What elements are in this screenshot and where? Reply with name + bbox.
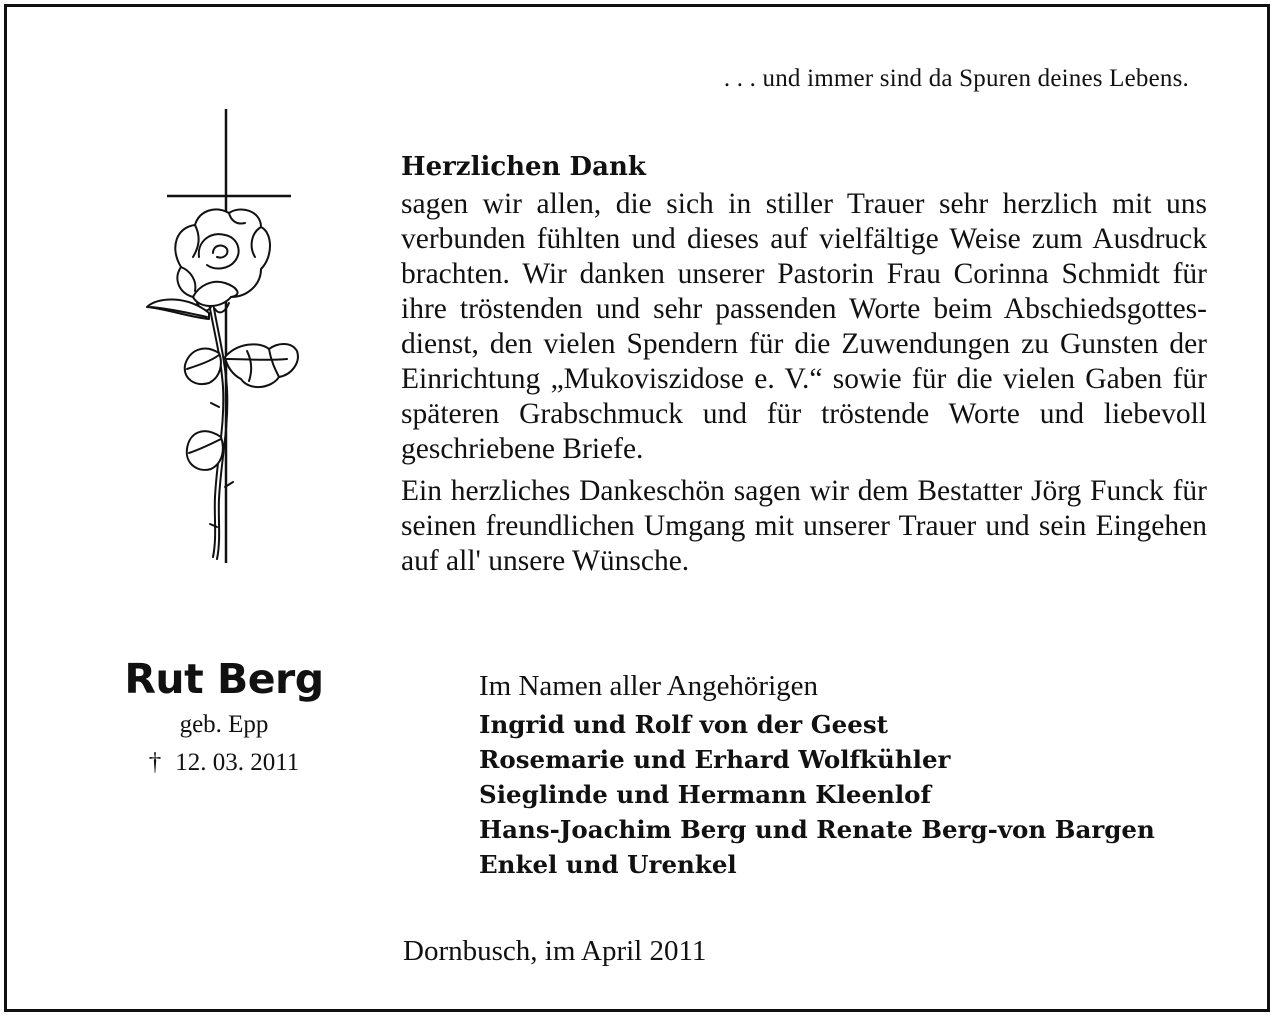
- death-date: 12. 03. 2011: [175, 749, 300, 776]
- signers-block: [479, 665, 1239, 882]
- rose-icon: [147, 209, 298, 559]
- deceased-name: Rut Berg: [124, 655, 324, 703]
- signers-intro: Im Namen aller Angehörigen: [479, 670, 819, 702]
- dagger-icon: †: [148, 749, 162, 776]
- signer-name: Rosemarie und Erhard Wolfkühler: [479, 745, 951, 774]
- death-date-line: [97, 743, 351, 783]
- notice-frame: [4, 4, 1270, 1012]
- place-and-date: Dornbusch, im April 2011: [403, 935, 707, 967]
- maiden-name: geb. Epp: [179, 711, 269, 738]
- signer-name: Sieglinde und Hermann Kleenlof: [479, 780, 932, 809]
- signer-name: Ingrid und Rolf von der Geest: [479, 710, 888, 739]
- thank-you-heading: Herzlichen Dank: [401, 152, 646, 182]
- signer-list: [479, 707, 1239, 882]
- thank-you-paragraph: sagen wir allen, die sich in stiller Trauer sehr herzlich mit uns verbunden fühlten und dieses auf vielfältige Weise zum Ausdruck brachten. Wir danken unserer Pastorin Frau Corinna Schmidt für ihre tröstenden und sehr passenden Worte beim Abschiedsgottes-dienst, den vielen Spendern für die Zuwendungen zu Gunsten der Einrichtung „Mukoviszidose e. V.“ sowie für die vielen Gaben für späteren Grabschmuck und für tröstende Worte und liebevoll geschriebene Briefe.: [401, 188, 1207, 465]
- signer-name: Enkel und Urenkel: [479, 850, 737, 879]
- thank-you-text: [401, 147, 1207, 579]
- signer-name: Hans-Joachim Berg und Renate Berg-von Bargen: [479, 815, 1155, 844]
- motto-line: . . . und immer sind da Spuren deines Lebens.: [723, 65, 1189, 92]
- cross-icon: [167, 109, 291, 563]
- deceased-block: [97, 651, 351, 783]
- undertaker-thanks-paragraph: Ein herzliches Dankeschön sagen wir dem Bestatter Jörg Funck für seinen freundlichen Umgang mit unserer Trauer und sein Eingehen auf all' unsere Wünsche.: [401, 475, 1207, 577]
- cross-with-rose-illustration: [137, 107, 312, 572]
